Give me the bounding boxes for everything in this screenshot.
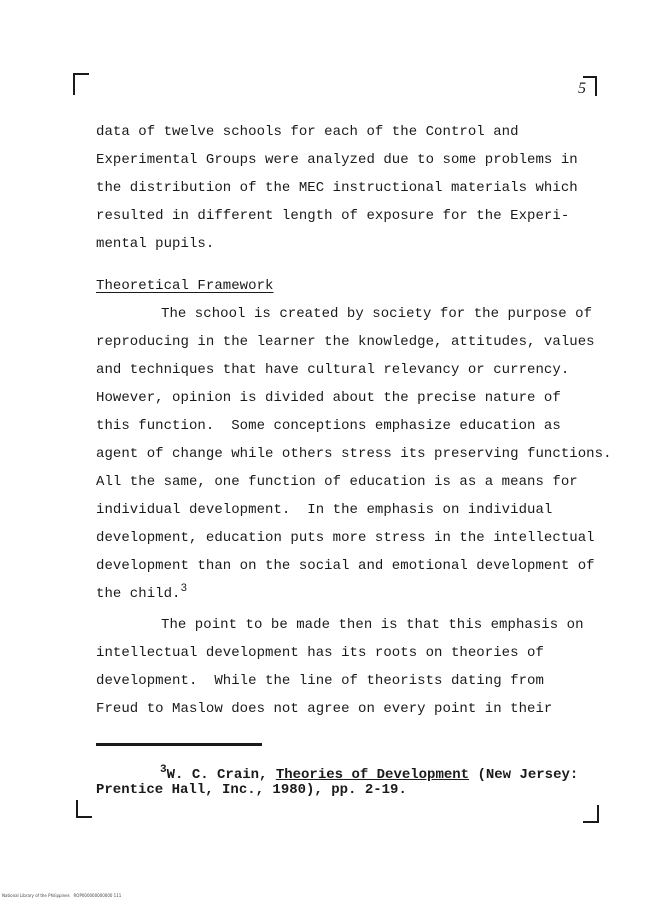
body-line: data of twelve schools for each of the Control and: [96, 124, 519, 140]
footnote-author: W. C. Crain,: [166, 767, 276, 783]
footnote-reference: 3: [180, 583, 188, 595]
body-line: development, education puts more stress in the intellectual: [96, 530, 595, 546]
body-line: agent of change while others stress its preserving functions.: [96, 446, 612, 462]
body-line: individual development. In the emphasis on individual: [96, 502, 553, 518]
crop-mark-top-left: [73, 73, 89, 95]
body-line: However, opinion is divided about the precise nature of: [96, 390, 561, 406]
body-line: the distribution of the MEC instructional materials which: [96, 180, 578, 196]
body-line: development. While the line of theorists dating from: [96, 673, 544, 689]
body-line: reproducing in the learner the knowledge, attitudes, values: [96, 334, 595, 350]
body-line: this function. Some conceptions emphasize education as: [96, 418, 561, 434]
crop-mark-bottom-left: [76, 800, 92, 818]
body-line: development than on the social and emotional development of: [96, 558, 595, 574]
footnote-line: Prentice Hall, Inc., 1980), pp. 2-19.: [96, 782, 407, 798]
body-line: intellectual development has its roots on theories of: [96, 645, 544, 661]
body-line: resulted in different length of exposure for the Experi-: [96, 208, 570, 224]
body-line: [96, 583, 188, 602]
archive-mark: National Library of the Philippines ROP000000000000 111: [2, 893, 122, 898]
footnote-divider: [96, 743, 262, 746]
body-text: the child.: [96, 586, 181, 602]
page-number: 5: [578, 80, 586, 97]
section-heading: Theoretical Framework: [96, 278, 274, 294]
footnote-title: Theories of Development: [275, 767, 470, 783]
footnote-number: 3: [160, 764, 167, 776]
body-line: All the same, one function of education is as a means for: [96, 474, 578, 490]
body-line: mental pupils.: [96, 236, 215, 252]
body-line: The school is created by society for the purpose of: [161, 306, 593, 322]
footnote-publisher: (New Jersey:: [469, 767, 579, 783]
body-line: and techniques that have cultural relevancy or currency.: [96, 362, 570, 378]
body-line: Freud to Maslow does not agree on every point in their: [96, 701, 553, 717]
crop-mark-bottom-right: [583, 805, 599, 823]
body-line: Experimental Groups were analyzed due to some problems in: [96, 152, 578, 168]
footnote-line: [160, 764, 579, 783]
body-line: The point to be made then is that this emphasis on: [161, 617, 584, 633]
